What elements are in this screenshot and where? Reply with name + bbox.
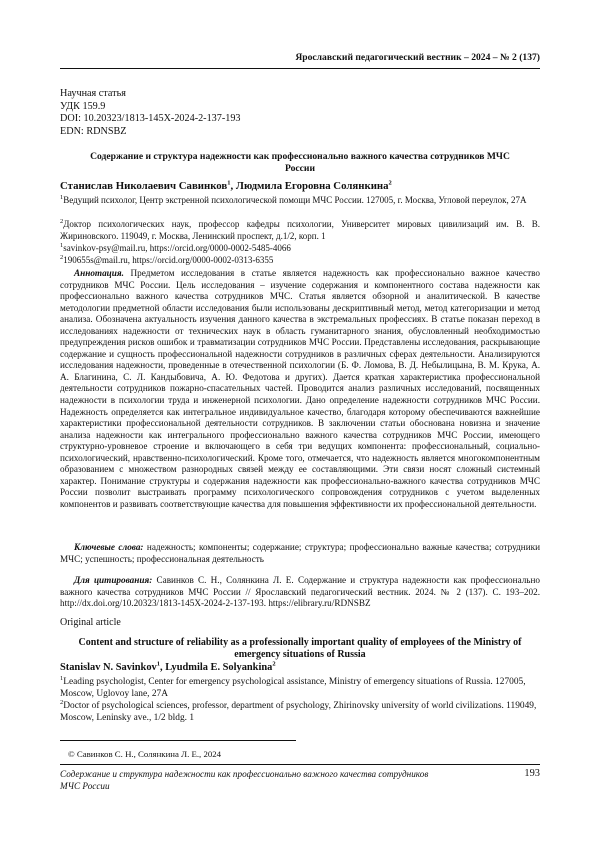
affil-1-en-sup: 1: [60, 674, 64, 682]
footnote-divider: [60, 740, 296, 741]
affil-2-sup: 2: [60, 218, 64, 225]
author-2-sup: 2: [388, 179, 392, 187]
author-2-en: Lyudmila E. Solyankina: [165, 662, 273, 673]
citation: [60, 575, 540, 610]
keywords-text: надежность; компоненты; содержание; структура; профессионально важные качества; сотрудники МЧС; успешность; профессиональная деятельность: [60, 542, 541, 564]
authors-ru: [60, 180, 392, 192]
citation-label: Для цитирования:: [74, 575, 153, 585]
footer-divider: [60, 764, 540, 765]
affiliation-2-text: Доктор психологических наук, профессор кафедры психологии, Университет мировых цивилизаций им. В. В. Жириновского. 119049, г. Москва, Ленинский проспект, д.1/2, корп. 1: [60, 219, 540, 241]
abstract-text: Предметом исследования в статье является надежность как профессионально важное качество сотрудников МЧС России. Цель исследования – изучение содержания и компонентного состава надежности как профессионально важного качества сотрудников МЧС. Статья является обзорной и аналитической. В качестве методологии предметной области исследования были использованы дескриптивный метод, метод категоризации и метод анализа. Обозначена актуальность изучения данного качества в экстремальных профессиях. В статье показан переход в исследованиях надежности от технических наук в область гуманитарного знания, обусловленный необходимостью предупреждения рисков ошибок и травматизации сотрудников МЧС России. Представлены исследования, раскрывающие содержание и сущность профессиональной надежности сотрудников в различных сферах деятельности. Анализируются исследования надежности, проведенные в отечественной психологии (Б. Ф. Ломова, В. Д. Небылицына, В. М. Крука, А. А. Благинина, С. Л. Кандыбовича, А. Ю. Федотова и других). Дается краткая характеристика профессиональной деятельности сотрудников пожарно-спасательных частей. Проводится анализ различных исследований, посвященных надежности в психологии труда и инженерной психологии. Дано определение надежности сотрудников МЧС России. Надежность определяется как интегральное индивидуальное качество, благодаря которому обеспечиваются важнейшие характеристики профессиональной деятельности сотрудников. В заключении статьи обоснована новизна и значение анализа надежности как интегрального профессионально важного качества сотрудников МЧС России, имеющего структурно-уровневое строение и включающего в себя три ведущих компонента: профессиональный, социально-психологический, нравственно-психологический. Кроме того, отмечается, что надежность является многокомпонентным образованием с множеством разнородных связей между ее составляющими. Эти связи носят сложный системный характер. Понимание структуры и содержания надежности как профессионально-важного качества сотрудников МЧС России позволит выстраивать программу психологического сопровождения сотрудников с учетом выделенных компонентов и развивать соответствующие качества для повышения эффективности их профессиональной деятельности.: [60, 268, 540, 509]
contact-1-sup: 1: [60, 242, 64, 249]
author-1: Станислав Николаевич Савинков: [60, 180, 228, 192]
abstract: [60, 268, 540, 510]
abstract-label: Аннотация.: [74, 268, 124, 278]
author-2-contact[interactable]: [60, 255, 540, 267]
author-sep: ,: [230, 180, 236, 192]
running-title: Содержание и структура надежности как профессионально важного качества сотрудников МЧС России: [60, 769, 429, 791]
edn-code: EDN: RDNSBZ: [60, 125, 127, 137]
contact-1-text[interactable]: savinkov-psy@mail.ru, https://orcid.org/0000-0002-5485-4066: [63, 243, 291, 253]
author-1-en-sup: 1: [156, 660, 160, 668]
article-title-ru: Содержание и структура надежности как профессионально важного качества сотрудников МЧС России: [90, 151, 510, 174]
affiliation-1-en-text: Leading psychologist, Center for emergency psychological assistance, Ministry of emergency situations of Russia. 127005, Moscow, Uglovoy lane, 27A: [60, 677, 526, 699]
doi-link[interactable]: DOI: 10.20323/1813-145X-2024-2-137-193: [60, 113, 241, 125]
author-1-sup: 1: [227, 179, 231, 187]
affiliation-1-en: [60, 674, 540, 701]
affil-2-en-sup: 2: [60, 698, 64, 706]
contact-2-text[interactable]: 190655s@mail.ru, https://orcid.org/0000-0002-0313-6355: [63, 255, 274, 265]
affiliation-2-en: [60, 698, 540, 725]
contact-2-sup: 2: [60, 254, 64, 261]
author-sep-en: ,: [159, 662, 166, 673]
affiliation-1-text: Ведущий психолог, Центр экстренной психологической помощи МЧС России. 127005, г. Москва, Угловой переулок, 27А: [63, 195, 527, 205]
citation-text[interactable]: Савинков С. Н., Солянкина Л. Е. Содержание и структура надежности как профессионально важного качества сотрудников МЧС России // Ярославский педагогический вестник. 2024. № 2 (137). С. 193–202. http://dx.doi.org/10.20323/1813-145X-2024-2-137-193. https://elibrary.ru/RDNSBZ: [60, 575, 541, 609]
article-title-en: Content and structure of reliability as a professionally important quality of employees of the Ministry of emergency situations of Russia: [78, 637, 522, 661]
keywords: [60, 542, 540, 565]
authors-en: [60, 662, 276, 673]
keywords-label: Ключевые слова:: [74, 542, 144, 552]
copyright-notice: © Савинков С. Н., Солянкина Л. Е., 2024: [68, 749, 222, 759]
author-2-en-sup: 2: [272, 660, 276, 668]
author-1-contact[interactable]: [60, 243, 540, 255]
udc-code: УДК 159.9: [60, 100, 106, 112]
affiliation-2-ru: [60, 219, 540, 242]
header-divider: [60, 68, 540, 69]
original-article-label: Original article: [60, 617, 121, 628]
journal-header: Ярославский педагогический вестник – 2024 – № 2 (137): [295, 52, 540, 63]
article-meta: [60, 88, 241, 138]
article-type: Научная статья: [60, 88, 126, 99]
affil-1-sup: 1: [60, 194, 64, 201]
affiliation-1-ru: [60, 195, 540, 207]
author-1-en: Stanislav N. Savinkov: [60, 662, 157, 673]
affiliation-2-en-text: Doctor of psychological sciences, professor, department of psychology, Zhirinovsky university of world civilizations. 119049, Moscow, Leninsky ave., 1/2 bldg. 1: [60, 701, 537, 723]
author-2: Людмила Егоровна Солянкина: [235, 180, 389, 192]
page-number: 193: [524, 768, 540, 779]
